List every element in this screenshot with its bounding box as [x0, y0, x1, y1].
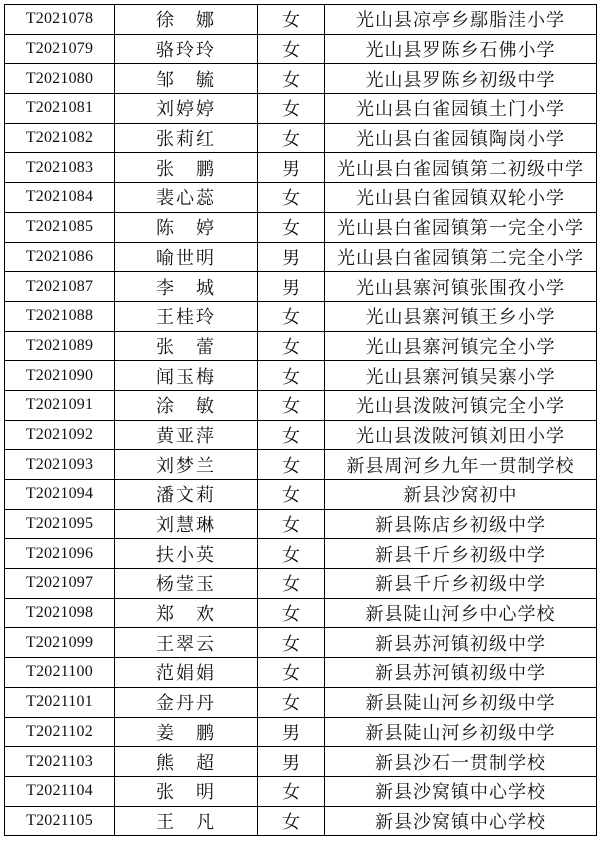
cell-school: 新县沙石一贯制学校: [325, 747, 597, 777]
cell-school: 光山县泼陂河镇完全小学: [325, 390, 597, 420]
cell-gender: 女: [258, 539, 325, 569]
cell-id: T2021078: [5, 5, 115, 35]
table-row: [5, 242, 597, 272]
cell-name: 郑 欢: [115, 598, 258, 628]
table-row: [5, 390, 597, 420]
cell-gender: 男: [258, 272, 325, 302]
cell-school: 光山县寨河镇吴寨小学: [325, 361, 597, 391]
cell-gender: 女: [258, 64, 325, 94]
cell-id: T2021096: [5, 539, 115, 569]
table-row: [5, 717, 597, 747]
table-row: [5, 509, 597, 539]
cell-id: T2021100: [5, 658, 115, 688]
cell-id: T2021094: [5, 480, 115, 510]
cell-gender: 女: [258, 628, 325, 658]
cell-id: T2021082: [5, 123, 115, 153]
cell-name: 徐 娜: [115, 5, 258, 35]
cell-name: 范娟娟: [115, 658, 258, 688]
cell-id: T2021091: [5, 390, 115, 420]
cell-name: 扶小英: [115, 539, 258, 569]
cell-name: 王 凡: [115, 806, 258, 836]
cell-id: T2021088: [5, 301, 115, 331]
cell-gender: 女: [258, 212, 325, 242]
cell-id: T2021099: [5, 628, 115, 658]
cell-gender: 女: [258, 34, 325, 64]
table-row: [5, 5, 597, 35]
table-row: [5, 123, 597, 153]
table-row: [5, 658, 597, 688]
cell-gender: 男: [258, 747, 325, 777]
cell-id: T2021103: [5, 747, 115, 777]
table-row: [5, 420, 597, 450]
cell-name: 张 蕾: [115, 331, 258, 361]
cell-gender: 女: [258, 480, 325, 510]
cell-name: 杨莹玉: [115, 569, 258, 599]
cell-id: T2021086: [5, 242, 115, 272]
table-row: [5, 450, 597, 480]
cell-school: 光山县寨河镇完全小学: [325, 331, 597, 361]
cell-gender: 女: [258, 776, 325, 806]
cell-gender: 女: [258, 183, 325, 213]
cell-school: 光山县寨河镇张围孜小学: [325, 272, 597, 302]
table-row: [5, 776, 597, 806]
cell-id: T2021081: [5, 94, 115, 124]
cell-id: T2021089: [5, 331, 115, 361]
cell-school: 新县沙窝镇中心学校: [325, 806, 597, 836]
table-row: [5, 747, 597, 777]
table-row: [5, 64, 597, 94]
table-row: [5, 569, 597, 599]
table-row: [5, 628, 597, 658]
table-row: [5, 301, 597, 331]
cell-name: 金丹丹: [115, 687, 258, 717]
cell-name: 潘文莉: [115, 480, 258, 510]
cell-name: 喻世明: [115, 242, 258, 272]
table-row: [5, 94, 597, 124]
cell-id: T2021079: [5, 34, 115, 64]
cell-school: 光山县白雀园镇双轮小学: [325, 183, 597, 213]
roster-table-body: [5, 5, 597, 836]
cell-school: 光山县寨河镇王乡小学: [325, 301, 597, 331]
table-row: [5, 806, 597, 836]
cell-name: 张 明: [115, 776, 258, 806]
table-row: [5, 183, 597, 213]
cell-school: 新县陡山河乡中心学校: [325, 598, 597, 628]
cell-gender: 女: [258, 420, 325, 450]
cell-school: 光山县白雀园镇第一完全小学: [325, 212, 597, 242]
cell-id: T2021083: [5, 153, 115, 183]
cell-gender: 女: [258, 509, 325, 539]
table-row: [5, 598, 597, 628]
cell-school: 新县苏河镇初级中学: [325, 658, 597, 688]
cell-school: 光山县罗陈乡初级中学: [325, 64, 597, 94]
cell-school: 新县苏河镇初级中学: [325, 628, 597, 658]
cell-gender: 女: [258, 94, 325, 124]
cell-name: 骆玲玲: [115, 34, 258, 64]
cell-name: 刘婷婷: [115, 94, 258, 124]
cell-school: 光山县白雀园镇第二完全小学: [325, 242, 597, 272]
cell-gender: 女: [258, 598, 325, 628]
table-row: [5, 539, 597, 569]
cell-name: 张 鹏: [115, 153, 258, 183]
cell-name: 刘梦兰: [115, 450, 258, 480]
cell-name: 王桂玲: [115, 301, 258, 331]
cell-gender: 女: [258, 301, 325, 331]
table-row: [5, 361, 597, 391]
table-row: [5, 687, 597, 717]
cell-name: 涂 敏: [115, 390, 258, 420]
cell-school: 光山县泼陂河镇刘田小学: [325, 420, 597, 450]
cell-school: 新县陈店乡初级中学: [325, 509, 597, 539]
cell-name: 闻玉梅: [115, 361, 258, 391]
cell-id: T2021102: [5, 717, 115, 747]
cell-name: 李 城: [115, 272, 258, 302]
cell-id: T2021085: [5, 212, 115, 242]
cell-name: 王翠云: [115, 628, 258, 658]
cell-gender: 女: [258, 569, 325, 599]
cell-name: 邹 毓: [115, 64, 258, 94]
cell-gender: 女: [258, 331, 325, 361]
table-row: [5, 34, 597, 64]
cell-school: 新县陡山河乡初级中学: [325, 687, 597, 717]
cell-id: T2021093: [5, 450, 115, 480]
cell-name: 裴心蕊: [115, 183, 258, 213]
table-row: [5, 331, 597, 361]
cell-school: 光山县白雀园镇第二初级中学: [325, 153, 597, 183]
cell-school: 光山县凉亭乡鄢脂洼小学: [325, 5, 597, 35]
cell-id: T2021104: [5, 776, 115, 806]
cell-school: 新县千斤乡初级中学: [325, 539, 597, 569]
cell-school: 光山县罗陈乡石佛小学: [325, 34, 597, 64]
cell-school: 新县沙窝初中: [325, 480, 597, 510]
cell-gender: 女: [258, 450, 325, 480]
cell-gender: 女: [258, 5, 325, 35]
cell-name: 张莉红: [115, 123, 258, 153]
cell-gender: 女: [258, 658, 325, 688]
cell-name: 黄亚萍: [115, 420, 258, 450]
cell-school: 光山县白雀园镇陶岗小学: [325, 123, 597, 153]
cell-school: 光山县白雀园镇土门小学: [325, 94, 597, 124]
cell-school: 新县周河乡九年一贯制学校: [325, 450, 597, 480]
cell-gender: 女: [258, 390, 325, 420]
cell-school: 新县沙窝镇中心学校: [325, 776, 597, 806]
cell-id: T2021084: [5, 183, 115, 213]
cell-id: T2021090: [5, 361, 115, 391]
cell-name: 陈 婷: [115, 212, 258, 242]
cell-gender: 女: [258, 806, 325, 836]
table-row: [5, 212, 597, 242]
cell-id: T2021095: [5, 509, 115, 539]
table-row: [5, 272, 597, 302]
cell-gender: 男: [258, 717, 325, 747]
cell-name: 姜 鹏: [115, 717, 258, 747]
roster-table: [4, 4, 597, 836]
cell-id: T2021092: [5, 420, 115, 450]
cell-name: 刘慧琳: [115, 509, 258, 539]
cell-name: 熊 超: [115, 747, 258, 777]
cell-id: T2021105: [5, 806, 115, 836]
cell-id: T2021098: [5, 598, 115, 628]
table-row: [5, 153, 597, 183]
cell-id: T2021097: [5, 569, 115, 599]
cell-school: 新县千斤乡初级中学: [325, 569, 597, 599]
table-row: [5, 480, 597, 510]
cell-gender: 女: [258, 123, 325, 153]
cell-id: T2021080: [5, 64, 115, 94]
cell-id: T2021101: [5, 687, 115, 717]
cell-gender: 男: [258, 242, 325, 272]
cell-school: 新县陡山河乡初级中学: [325, 717, 597, 747]
cell-gender: 女: [258, 361, 325, 391]
cell-id: T2021087: [5, 272, 115, 302]
cell-gender: 女: [258, 687, 325, 717]
cell-gender: 男: [258, 153, 325, 183]
